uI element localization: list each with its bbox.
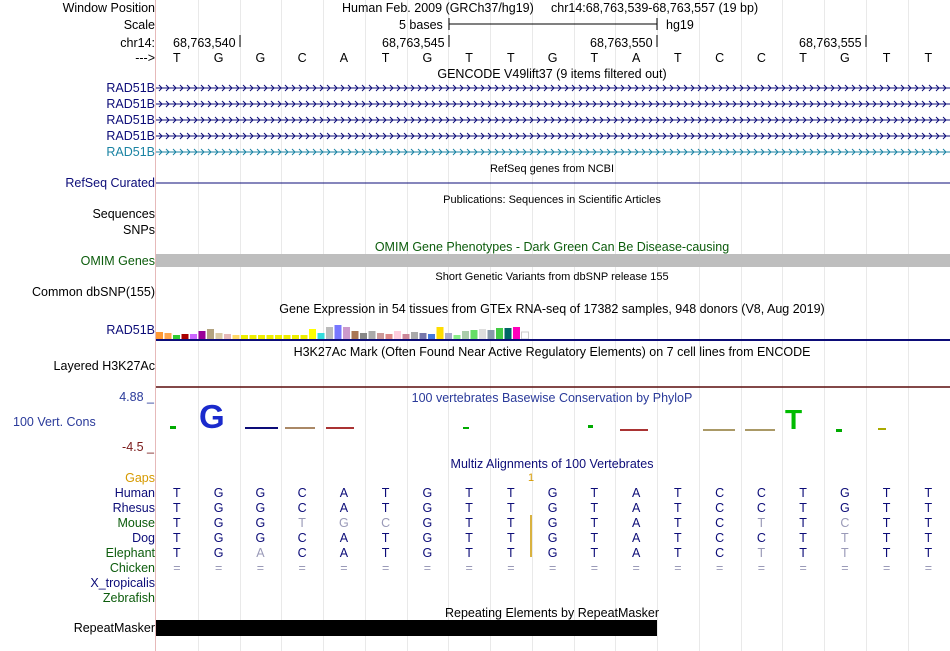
aligned-base: C	[840, 516, 850, 530]
tick-label-3: 68,763,550	[590, 36, 653, 50]
multiz-title[interactable]: Multiz Alignments of 100 Vertebrates	[450, 457, 654, 471]
aligned-base: =	[298, 561, 306, 575]
gtex-tissue-bar	[377, 333, 384, 339]
phylop-mark	[170, 426, 176, 429]
dna-base: G	[840, 51, 850, 65]
gtex-tissue-bar	[496, 328, 503, 339]
gtex-tissue-bar	[165, 333, 172, 339]
aligned-base: =	[423, 561, 432, 575]
aligned-base: T	[799, 546, 807, 560]
gtex-tissue-bar	[428, 334, 435, 339]
aligned-base: C	[715, 516, 725, 530]
dna-base: A	[339, 51, 349, 65]
gene-label-5[interactable]: RAD51B	[106, 145, 155, 159]
gene-label-3[interactable]: RAD51B	[106, 113, 155, 127]
gaps-label[interactable]: Gaps	[125, 471, 155, 485]
dna-base: T	[590, 51, 599, 65]
species-label[interactable]: Elephant	[105, 546, 155, 560]
aligned-base: C	[715, 531, 725, 545]
gtex-tissue-bar	[403, 334, 410, 339]
gtex-title[interactable]: Gene Expression in 54 tissues from GTEx RNA-seq of 17382 samples, 948 donors (V8, Aug 2019)	[279, 302, 825, 316]
aligned-base: T	[924, 546, 933, 560]
aligned-base: T	[381, 546, 390, 560]
gtex-tissue-bar	[267, 335, 274, 339]
tick-label-1: 68,763,540	[173, 36, 236, 50]
aligned-base: =	[173, 561, 181, 575]
aligned-base: T	[799, 531, 807, 545]
phylop-mark	[703, 429, 735, 431]
gencode-title[interactable]: GENCODE V49lift37 (9 items filtered out)	[437, 67, 667, 81]
gtex-tissue-bar	[292, 335, 299, 339]
phylop-mark	[285, 427, 315, 429]
window-position-label: Window Position	[62, 1, 155, 15]
gtex-tissue-bar	[258, 335, 265, 339]
dna-base: T	[924, 51, 933, 65]
aligned-base: T	[757, 546, 766, 560]
aligned-base: T	[590, 546, 599, 560]
aligned-base: =	[715, 561, 724, 575]
aligned-base: A	[631, 516, 641, 530]
dbsnp-title[interactable]: Short Genetic Variants from dbSNP release 155	[435, 271, 669, 283]
aligned-base: A	[256, 546, 265, 560]
species-label[interactable]: Human	[114, 486, 155, 500]
aligned-base: T	[298, 516, 306, 530]
aligned-base: G	[840, 486, 850, 500]
species-label[interactable]: Zebrafish	[102, 591, 155, 605]
gene-label-1[interactable]: RAD51B	[106, 81, 155, 95]
aligned-base: T	[590, 501, 599, 515]
aligned-base: =	[924, 561, 933, 575]
aligned-base: T	[924, 531, 933, 545]
aligned-base: T	[465, 546, 473, 560]
gtex-tissue-bar	[369, 331, 376, 339]
aligned-base: C	[756, 501, 766, 515]
dna-base: C	[715, 51, 725, 65]
aligned-base: G	[547, 531, 558, 545]
gtex-label[interactable]: RAD51B	[106, 323, 155, 337]
gtex-tissue-bar	[479, 329, 486, 339]
dbsnp-label[interactable]: Common dbSNP(155)	[32, 285, 155, 299]
species-label[interactable]: Dog	[132, 531, 155, 545]
aligned-base: C	[756, 531, 766, 545]
aligned-base: T	[590, 486, 599, 500]
dna-base: T	[799, 51, 807, 65]
aligned-base: =	[632, 561, 640, 575]
gtex-tissue-bar	[199, 331, 206, 339]
gtex-tissue-bar	[360, 333, 367, 339]
dna-base: C	[297, 51, 307, 65]
aligned-base: =	[548, 561, 557, 575]
aligned-base: G	[255, 501, 266, 515]
phylop-mark	[326, 427, 354, 429]
aligned-base: T	[799, 501, 807, 515]
species-label[interactable]: Chicken	[109, 561, 155, 575]
aligned-base: T	[465, 531, 473, 545]
phylop-label[interactable]: 100 Vert. Cons	[13, 415, 96, 429]
aligned-base: C	[715, 546, 725, 560]
h3k27ac-title[interactable]: H3K27Ac Mark (Often Found Near Active Regulatory Elements) on 7 cell lines from ENCODE	[293, 345, 811, 359]
aligned-base: T	[882, 531, 891, 545]
aligned-base: A	[631, 546, 641, 560]
gtex-tissue-bar	[513, 327, 520, 339]
aligned-base: =	[381, 561, 390, 575]
phylop-title[interactable]: 100 vertebrates Basewise Conservation by PhyloP	[411, 391, 693, 405]
aligned-base: T	[381, 486, 390, 500]
gtex-tissue-bar	[182, 334, 189, 339]
aligned-base: =	[882, 561, 891, 575]
aligned-base: G	[213, 501, 224, 515]
dna-base: C	[756, 51, 766, 65]
phylop-mark	[620, 429, 648, 431]
gtex-tissue-bar	[318, 333, 325, 339]
gtex-tissue-bar	[275, 335, 282, 339]
aligned-base: C	[297, 546, 307, 560]
aligned-base: T	[882, 546, 891, 560]
refseq-label[interactable]: RefSeq Curated	[65, 176, 155, 190]
species-label[interactable]: Mouse	[117, 516, 155, 530]
repeatmasker-title[interactable]: Repeating Elements by RepeatMasker	[444, 606, 660, 620]
aligned-base: G	[339, 516, 349, 530]
scale-db: hg19	[666, 18, 694, 32]
aligned-base: C	[756, 486, 766, 500]
gtex-tissue-bar	[216, 333, 223, 339]
strand-label: --->	[135, 51, 155, 65]
aligned-base: A	[339, 501, 349, 515]
aligned-base: A	[631, 486, 641, 500]
aligned-base: G	[213, 516, 224, 530]
dna-base: G	[422, 51, 433, 65]
dna-base: T	[507, 51, 515, 65]
gtex-tissue-bar	[250, 335, 257, 339]
dna-base: T	[381, 51, 390, 65]
aligned-base: T	[841, 546, 849, 560]
dna-base: T	[882, 51, 891, 65]
aligned-base: C	[297, 486, 307, 500]
gtex-tissue-bar	[437, 327, 444, 339]
dna-base: T	[465, 51, 473, 65]
phylop-mark	[836, 429, 842, 432]
aligned-base: T	[465, 516, 473, 530]
aligned-base: T	[924, 516, 933, 530]
phylop-mark	[245, 427, 278, 429]
dna-base: G	[213, 51, 224, 65]
gtex-tissue-bar	[394, 331, 401, 339]
gtex-tissue-bar	[352, 331, 359, 339]
aligned-base: T	[173, 546, 181, 560]
repeatmasker-label[interactable]: RepeatMasker	[73, 621, 155, 635]
phylop-min: -4.5 _	[122, 440, 154, 454]
aligned-base: T	[882, 501, 891, 515]
aligned-base: =	[757, 561, 766, 575]
aligned-base: G	[547, 516, 558, 530]
aligned-base: T	[465, 501, 473, 515]
gtex-tissue-bar	[471, 330, 478, 339]
aligned-base: =	[674, 561, 682, 575]
aligned-base: G	[840, 501, 850, 515]
gene-label-4[interactable]: RAD51B	[106, 129, 155, 143]
aligned-base: T	[882, 486, 891, 500]
aligned-base: T	[381, 501, 390, 515]
gtex-tissue-bar	[207, 329, 214, 339]
gtex-tissue-bar	[190, 334, 197, 339]
gtex-tissue-bar	[233, 335, 240, 339]
gtex-tissue-bar	[488, 330, 495, 339]
aligned-base: A	[339, 531, 349, 545]
assembly-text: Human Feb. 2009 (GRCh37/hg19)	[342, 1, 534, 15]
gtex-tissue-bar	[173, 335, 180, 339]
aligned-base: G	[213, 486, 224, 500]
aligned-base: T	[173, 486, 181, 500]
aligned-base: =	[214, 561, 223, 575]
gtex-tissue-bar	[335, 325, 342, 339]
publications-label-snps[interactable]: SNPs	[123, 223, 155, 237]
scale-label: Scale	[123, 18, 155, 32]
aligned-base: G	[547, 501, 558, 515]
aligned-base: T	[381, 531, 390, 545]
aligned-base: T	[924, 486, 933, 500]
aligned-base: T	[590, 531, 599, 545]
aligned-base: A	[339, 546, 349, 560]
aligned-base: T	[173, 531, 181, 545]
aligned-base: G	[547, 486, 558, 500]
gap-marker: 1	[528, 472, 535, 484]
species-label[interactable]: X_tropicalis	[90, 576, 155, 590]
aligned-base: T	[173, 501, 181, 515]
repeatmasker-bar	[156, 620, 657, 636]
scale-text: 5 bases	[399, 18, 443, 32]
aligned-base: =	[465, 561, 473, 575]
aligned-base: A	[631, 501, 641, 515]
aligned-base: T	[924, 501, 933, 515]
gtex-tissue-bar	[411, 332, 418, 339]
aligned-base: G	[422, 546, 433, 560]
aligned-base: T	[173, 516, 181, 530]
aligned-base: T	[590, 516, 599, 530]
aligned-base: A	[631, 531, 641, 545]
aligned-base: A	[339, 486, 349, 500]
chrom-label: chr14:	[120, 36, 155, 50]
phylop-mark	[463, 427, 469, 429]
publications-label-sequences[interactable]: Sequences	[92, 207, 155, 221]
phylop-big-letter-t: T	[785, 404, 803, 435]
aligned-base: T	[507, 516, 515, 530]
dna-base: G	[255, 51, 266, 65]
gtex-tissue-bar	[224, 334, 231, 339]
aligned-base: C	[715, 501, 725, 515]
gtex-tissue-bar	[241, 335, 248, 339]
omim-title[interactable]: OMIM Gene Phenotypes - Dark Green Can Be Disease-causing	[374, 240, 730, 254]
gtex-tissue-bar	[522, 332, 529, 339]
aligned-base: =	[256, 561, 265, 575]
aligned-base: T	[799, 516, 807, 530]
aligned-base: T	[674, 501, 682, 515]
gtex-tissue-bar	[301, 335, 308, 339]
omim-label[interactable]: OMIM Genes	[80, 254, 155, 268]
aligned-base: T	[674, 486, 682, 500]
aligned-base: G	[213, 531, 224, 545]
phylop-mark	[878, 428, 886, 430]
aligned-base: G	[213, 546, 224, 560]
aligned-base: C	[715, 486, 725, 500]
aligned-base: T	[674, 516, 682, 530]
gtex-tissue-bar	[386, 334, 393, 339]
aligned-base: T	[674, 546, 682, 560]
tick-label-4: 68,763,555	[799, 36, 862, 50]
dna-base: G	[547, 51, 558, 65]
aligned-base: G	[422, 501, 433, 515]
aligned-base: T	[507, 501, 515, 515]
aligned-base: G	[422, 486, 433, 500]
aligned-base: T	[465, 486, 473, 500]
aligned-base: G	[547, 546, 558, 560]
dna-base: A	[631, 51, 641, 65]
aligned-base: T	[882, 516, 891, 530]
gtex-tissue-bar	[309, 329, 316, 339]
position-text[interactable]: chr14:68,763,539-68,763,557 (19 bp)	[551, 1, 759, 15]
gtex-tissue-bar	[326, 327, 333, 339]
gtex-tissue-bar	[445, 333, 452, 339]
aligned-base: =	[340, 561, 348, 575]
publications-title[interactable]: Publications: Sequences in Scientific Articles	[443, 194, 661, 206]
aligned-base: =	[841, 561, 849, 575]
refseq-title[interactable]: RefSeq genes from NCBI	[489, 163, 615, 175]
aligned-base: G	[422, 531, 433, 545]
aligned-base: T	[507, 486, 515, 500]
gtex-tissue-bar	[420, 333, 427, 339]
dna-base: T	[173, 51, 181, 65]
aligned-base: T	[507, 546, 515, 560]
aligned-base: C	[297, 531, 307, 545]
aligned-base: T	[674, 531, 682, 545]
aligned-base: =	[799, 561, 807, 575]
dna-base: T	[674, 51, 682, 65]
tick-label-2: 68,763,545	[382, 36, 445, 50]
species-label[interactable]: Rhesus	[112, 501, 155, 515]
phylop-mark	[588, 425, 593, 428]
aligned-base: T	[507, 531, 515, 545]
gtex-tissue-bar	[462, 331, 469, 339]
aligned-base: C	[381, 516, 391, 530]
gtex-tissue-bar	[505, 328, 512, 339]
aligned-base: =	[590, 561, 599, 575]
gene-label-2[interactable]: RAD51B	[106, 97, 155, 111]
aligned-base: T	[799, 486, 807, 500]
aligned-base: G	[422, 516, 433, 530]
aligned-base: C	[297, 501, 307, 515]
aligned-base: G	[255, 516, 266, 530]
phylop-mark	[745, 429, 775, 431]
gtex-tissue-bar	[343, 327, 350, 339]
aligned-base: =	[507, 561, 515, 575]
omim-bar	[156, 254, 950, 267]
gtex-tissue-bar	[454, 335, 461, 339]
gtex-tissue-bar	[284, 335, 291, 339]
aligned-base: T	[757, 516, 766, 530]
aligned-base: T	[841, 531, 849, 545]
gtex-tissue-bar	[156, 332, 163, 339]
h3k27ac-label[interactable]: Layered H3K27Ac	[53, 359, 155, 373]
aligned-base: G	[255, 531, 266, 545]
phylop-big-letter-g: G	[199, 398, 225, 435]
phylop-max: 4.88 _	[119, 390, 154, 404]
aligned-base: G	[255, 486, 266, 500]
